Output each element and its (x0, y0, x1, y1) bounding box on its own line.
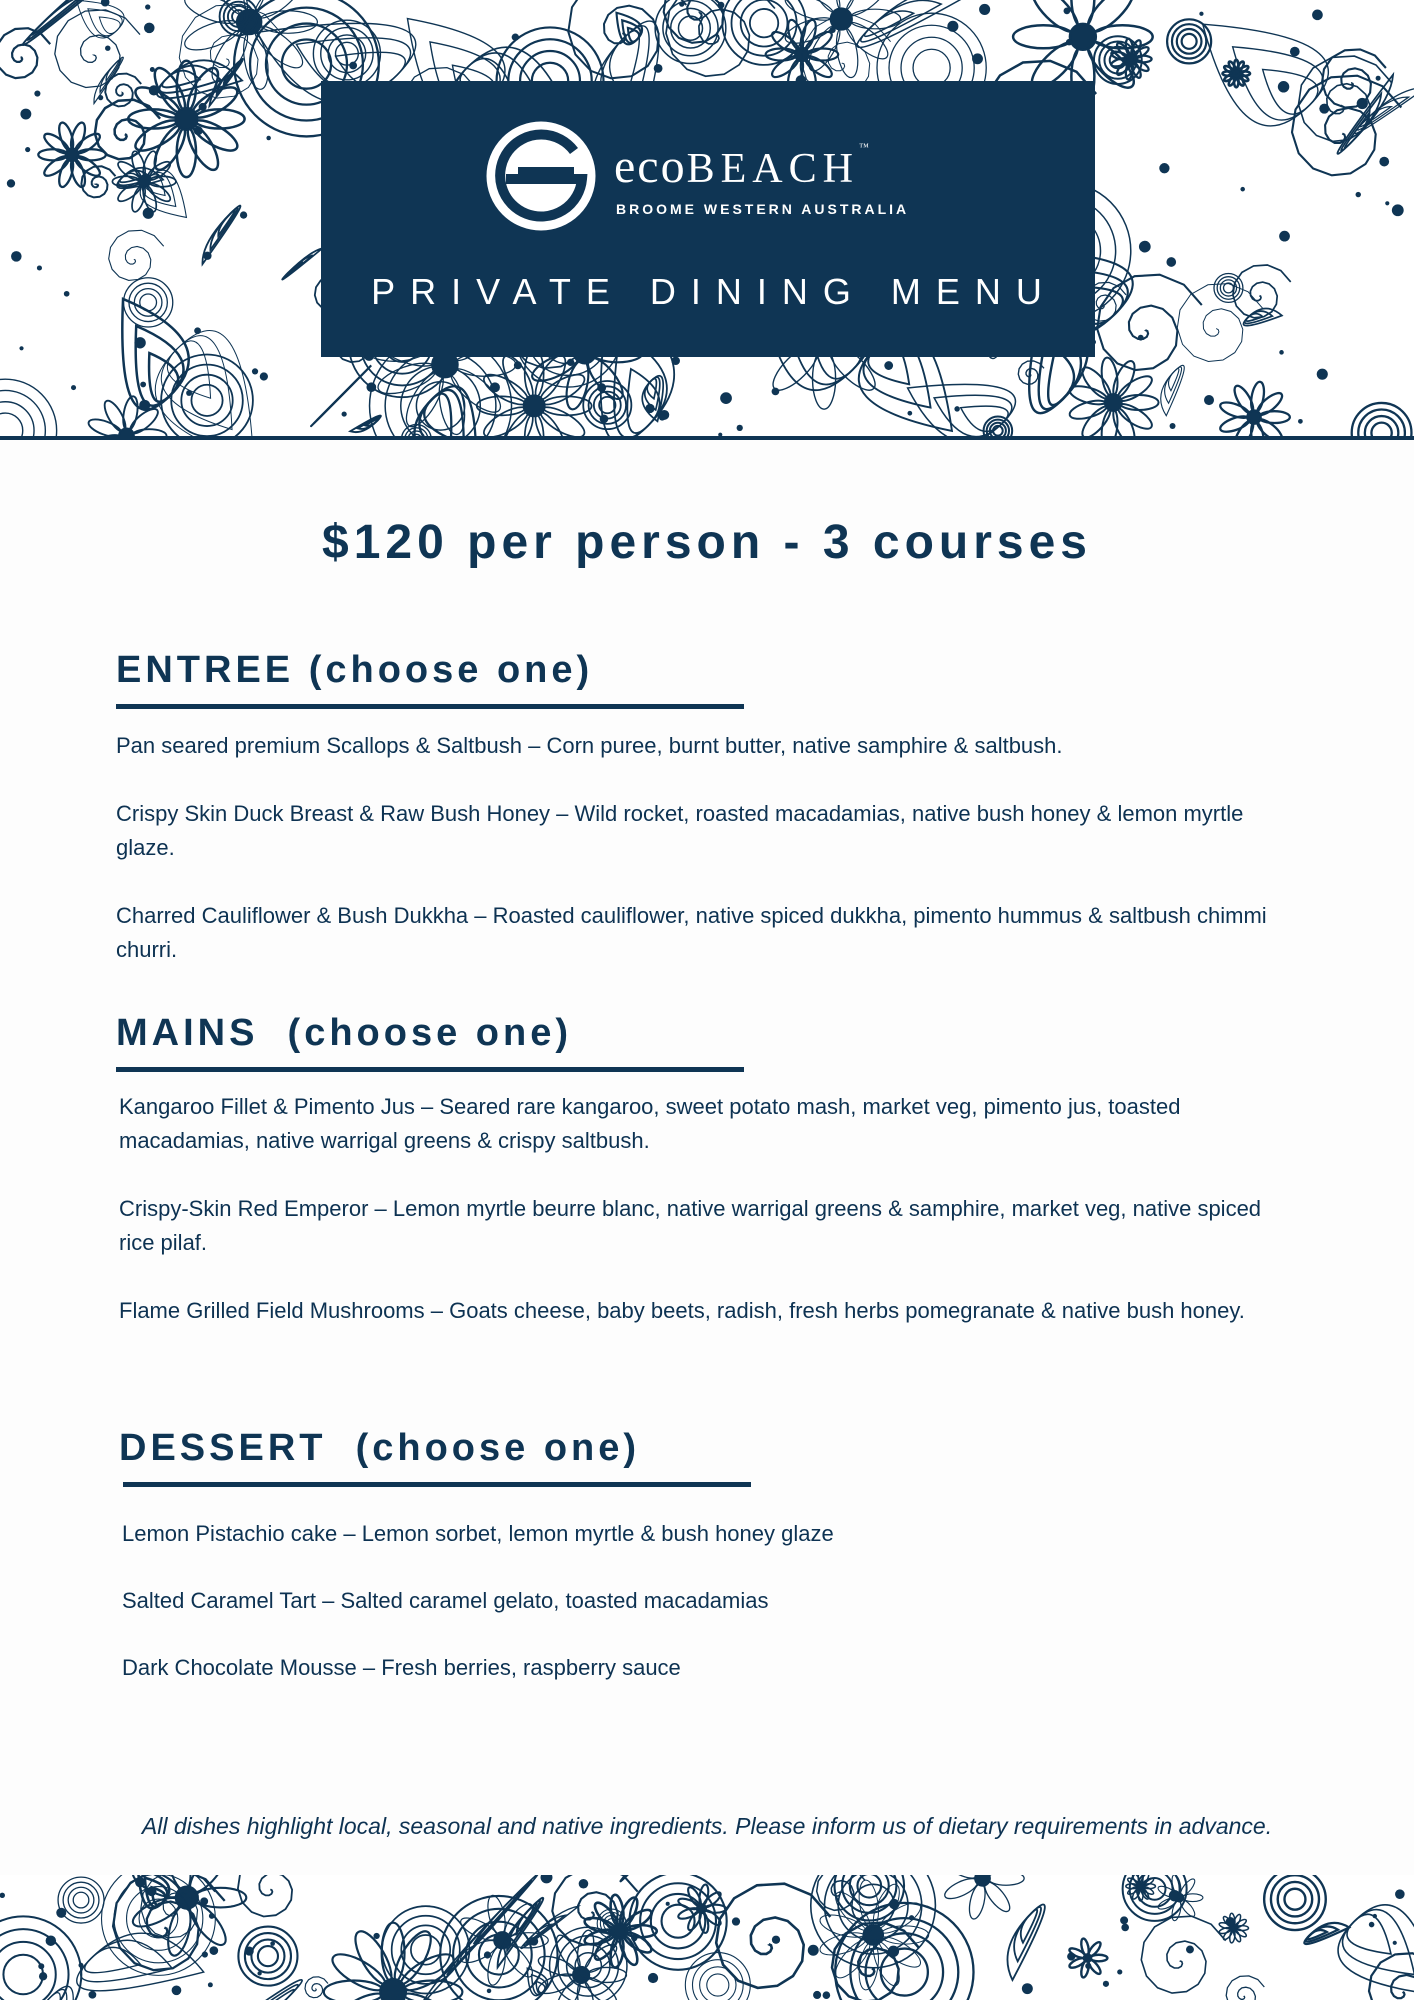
ecobeach-logo (486, 121, 936, 237)
mains-heading-rule (116, 1067, 744, 1072)
menu-item: Crispy-Skin Red Emperor – Lemon myrtle beurre blanc, native warrigal greens & samphire, market veg, native spiced rice pilaf. (119, 1196, 1262, 1255)
menu-item: Charred Cauliflower & Bush Dukkha – Roasted cauliflower, native spiced dukkha, pimento hummus & saltbush chimmi churri. (116, 903, 1267, 962)
entree-heading: ENTREE (choose one) (116, 649, 594, 691)
menu-item: Flame Grilled Field Mushrooms – Goats cheese, baby beets, radish, fresh herbs pomegranate & native bush honey. (119, 1298, 1245, 1323)
dessert-heading: DESSERT (choose one) (119, 1427, 641, 1469)
ecobeach-logo-mark-icon (486, 121, 596, 231)
menu-item: Lemon Pistachio cake – Lemon sorbet, lemon myrtle & bush honey glaze (122, 1521, 834, 1546)
decorative-paisley-pattern-bottom (0, 1875, 1414, 2000)
header-banner (321, 81, 1095, 357)
menu-item: Dark Chocolate Mousse – Fresh berries, raspberry sauce (122, 1655, 681, 1680)
dessert-section (119, 1424, 1299, 1685)
entree-heading-rule (116, 704, 744, 709)
menu-item: Salted Caramel Tart – Salted caramel gelato, toasted macadamias (122, 1588, 769, 1613)
menu-item: Pan seared premium Scallops & Saltbush – Corn puree, burnt butter, native samphire & saltbush. (116, 733, 1063, 758)
price-per-person: $120 per person - 3 courses (322, 516, 1092, 569)
brand-name-lower: eco (614, 140, 687, 193)
trademark-symbol: ™ (858, 142, 869, 153)
brand-wordmark (614, 140, 869, 193)
brand-name-upper: BEACH (686, 146, 859, 192)
menu-item: Kangaroo Fillet & Pimento Jus – Seared rare kangaroo, sweet potato mash, market veg, pimento jus, toasted macadamias, native warrigal greens & crispy saltbush. (119, 1094, 1181, 1153)
entree-section (116, 646, 1296, 967)
brand-location: BROOME WESTERN AUSTRALIA (616, 201, 910, 217)
menu-title: PRIVATE DINING MENU (371, 271, 1057, 312)
paisley-pattern-graphic (0, 1875, 1414, 2000)
menu-item: Crispy Skin Duck Breast & Raw Bush Honey – Wild rocket, roasted macadamias, native bush honey & lemon myrtle glaze. (116, 801, 1244, 860)
dietary-footer-note: All dishes highlight local, seasonal and native ingredients. Please inform us of dietary requirements in advance. (141, 1813, 1273, 1839)
mains-heading: MAINS (choose one) (116, 1012, 573, 1054)
mains-section (116, 1009, 1296, 1328)
dessert-heading-rule (123, 1482, 751, 1487)
